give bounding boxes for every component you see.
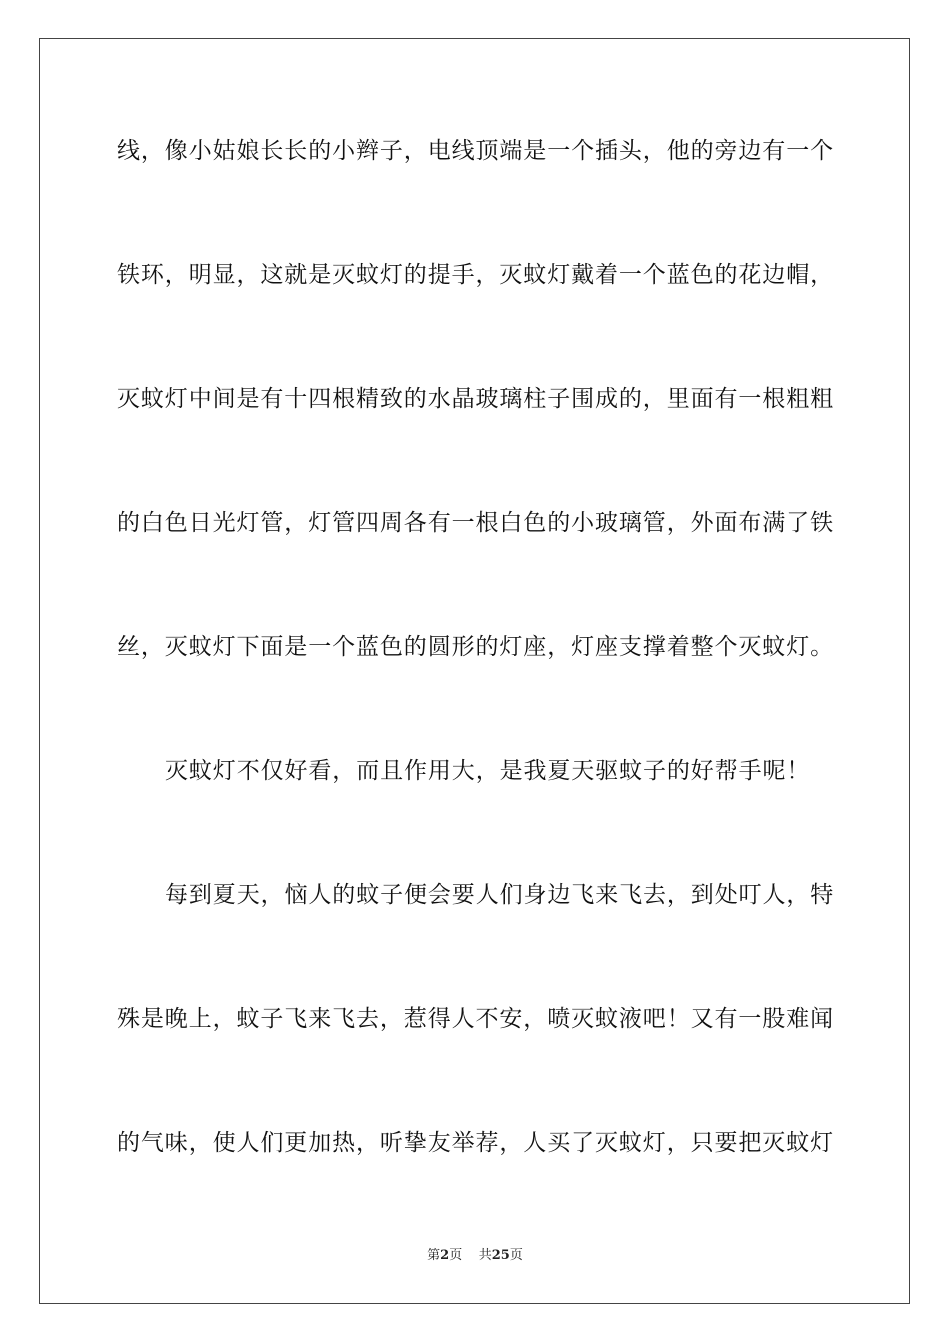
total-prefix: 共 xyxy=(478,1248,492,1263)
total-suffix: 页 xyxy=(509,1248,523,1263)
text-line-1: 线，像小姑娘长长的小辫子，电线顶端是一个插头，他的旁边有一个 xyxy=(117,138,834,164)
text-line-3: 灭蚊灯中间是有十四根精致的水晶玻璃柱子围成的，里面有一根粗粗 xyxy=(117,386,834,412)
page-footer xyxy=(0,1247,950,1265)
text-line-2: 铁环，明显，这就是灭蚊灯的提手，灭蚊灯戴着一个蓝色的花边帽， xyxy=(117,262,834,288)
text-line-8: 殊是晚上，蚊子飞来飞去，惹得人不安，喷灭蚊液吧！又有一股难闻 xyxy=(117,1006,834,1032)
text-line-9: 的气味，使人们更加热，听挚友举荐，人买了灭蚊灯，只要把灭蚊灯 xyxy=(117,1130,834,1156)
text-line-7: 每到夏天，恼人的蚊子便会要人们身边飞来飞去，到处叮人，特 xyxy=(165,882,835,908)
page-border xyxy=(39,38,910,1304)
text-line-6: 灭蚊灯不仅好看，而且作用大，是我夏天驱蚊子的好帮手呢！ xyxy=(165,758,811,784)
page-suffix: 页 xyxy=(449,1248,463,1263)
page-prefix: 第 xyxy=(427,1248,441,1263)
text-line-5: 丝，灭蚊灯下面是一个蓝色的圆形的灯座，灯座支撑着整个灭蚊灯。 xyxy=(117,634,834,660)
page-number: 2 xyxy=(440,1248,450,1263)
text-line-4: 的白色日光灯管，灯管四周各有一根白色的小玻璃管，外面布满了铁 xyxy=(117,510,834,536)
total-pages: 25 xyxy=(491,1248,510,1263)
